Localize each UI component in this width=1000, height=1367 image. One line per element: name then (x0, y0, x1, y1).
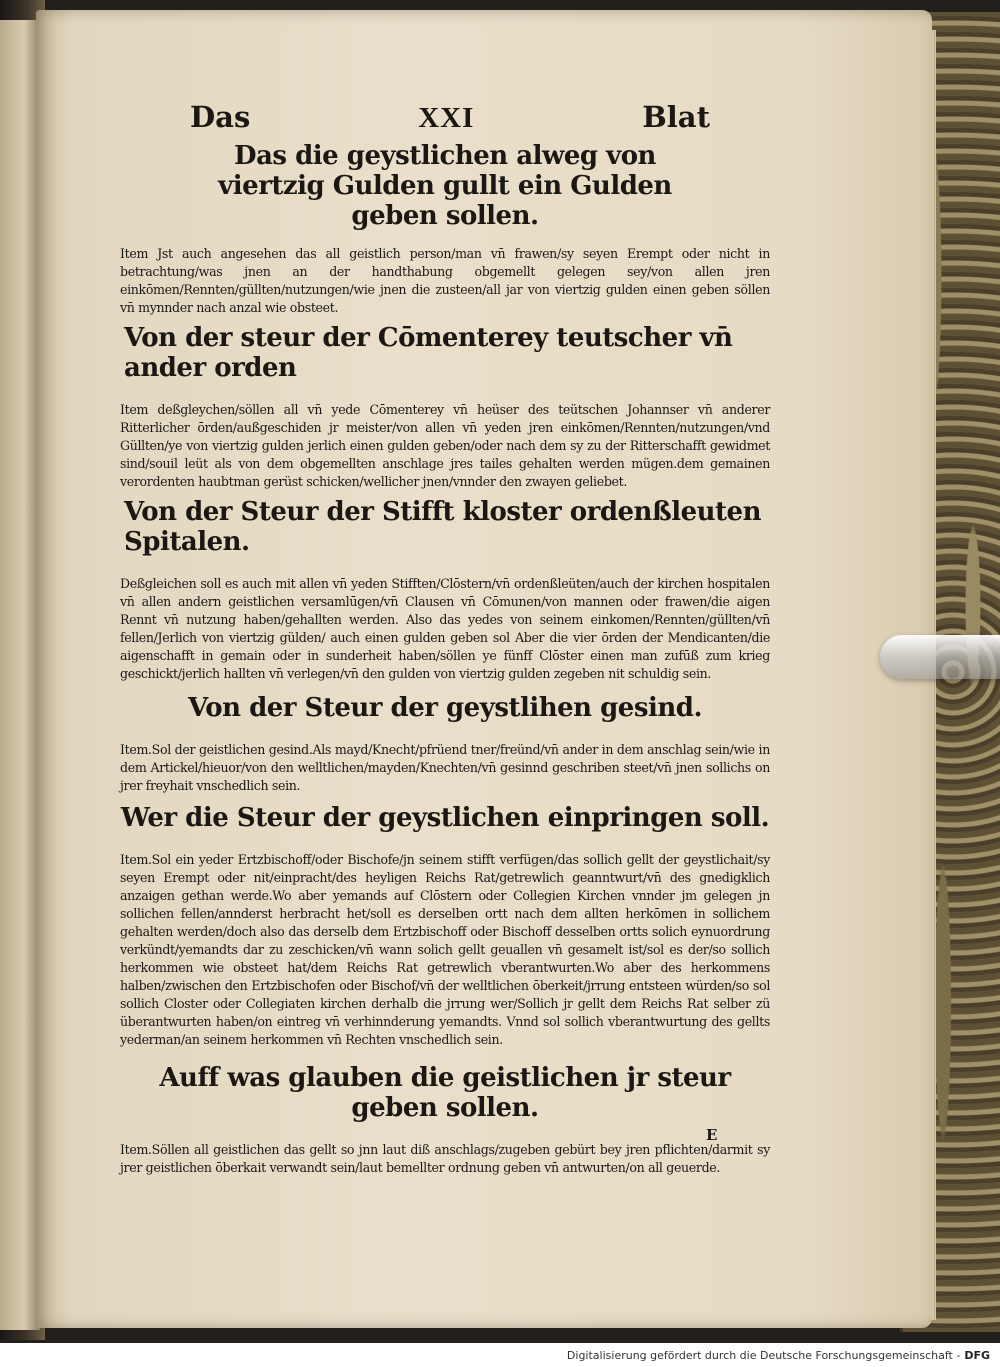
section-title-5: Wer die Steur der geystlichen einpringen soll. (120, 803, 770, 833)
section-title-4: Von der Steur der geystlihen gesind. (187, 693, 702, 723)
running-head-right: Blat (642, 100, 710, 134)
section-title-3: Von der Steur der Stifft kloster ordenßleuten Spitalen. (124, 497, 761, 557)
signature-mark: E (706, 1126, 718, 1144)
section-body-6: Item.Söllen all geistlichen das gellt so jnn laut diß anschlags/zugeben gebürt bey jren pflichten/darmit sy jrer geistlichen ōberkait verwandt sein/laut bemellter ordnung geben vn̄ antwurten/on all geuerde. (120, 1142, 770, 1175)
section-body-3: Deßgleichen soll es auch mit allen vn̄ yeden Stifften/Clōstern/vn̄ ordenßleüten/auch der kirchen hospitalen vn̄ allen andern geistlichen versamlūgen/vn̄ Clausen vn̄ Cōmunen/von mannen oder frawen/die aigen Rennt vn̄ nutzung haben/gehallten werden. Also das yedes von seinem einkomen/Rennten/güllten/vn̄ fellen/Jerlich von viertzig gülden/ auch einen gulden geben sol Aber die vier ōrden der Mendicanten/die aigenschafft in gemain oder in sunderheit haben/söllen ye fünff Clōster einen man zufūß zum krieg geschickt/jerlich hallten vn̄ verlegen/vn̄ den gulden von viertzig gulden zegeben nit schuldig sein. (120, 576, 770, 681)
section-title-6: Auff was glauben die geistlichen jr steur geben sollen. (159, 1063, 731, 1123)
running-head-left: Das (190, 100, 251, 134)
glass-weight (880, 635, 1000, 679)
running-head (120, 100, 770, 135)
page-content (120, 100, 770, 1177)
folio-number: XXI (418, 102, 475, 134)
section-title-1: Das die geystlichen alweg von viertzig Gulden gullt ein Gulden geben sollen. (218, 141, 672, 231)
facing-page-edge (0, 20, 40, 1330)
dfg-logo: DFG (964, 1348, 990, 1362)
digitization-footer (0, 1343, 1000, 1367)
section-body-2: Item deßgleychen/söllen all vn̄ yede Cōmenterey vn̄ heüser des teütschen Johannser vn̄ anderer Ritterlicher ōrden/außgeschiden jr meister/von allen vn̄ yeden jren einkōmen/Rennten/nutzungen/vnd Güllten/ye von viertzig gulden jerlich einen gulden geben/oder nach dem sy zu der Ritterschafft gewidmet sind/souil leüt als von dem obgemellten anschlage jres tailes gehalten werden mügen.dem gemainen verordenten haubtman gerüst schicken/wellicher jnen/vnnder den zwayen geliebet. (120, 402, 770, 489)
section-title-2: Von der steur der Cōmenterey teutscher vn̄ ander orden (124, 323, 733, 383)
section-body-5: Item.Sol ein yeder Ertzbischoff/oder Bischofe/jn seinem stifft verfügen/das sollich gellt der geystlichait/sy seyen Erempt oder nit/einpracht/des heyligen Reichs Rat/getrewlich geanntwurt/vn̄ des gnedigklich anzaigen gethan werde.Wo aber yemands auf Clōstern oder Collegien Kirchen vnnder jm gelegen jn sollichen fellen/annderst herbracht het/soll es derselben ortt nach dem allten herkōmen in sollichem gehalten werden/doch also das derselb dem Ertzbischoff oder Bischoff desselben ortts solich eynuordrung verkündt/yemandts dar zu zeschicken/vn̄ wann solich gellt geuallen vn̄ gesamelt ist/sol es der/so sollich herkommen wie obsteet hat/dem Reichs Rat getrewlich vberantwurten.Wo aber des herkommens halben/zwischen den Ertzbischofen oder Bischof/vn̄ der welltlichen ōberkeit/jrrung entsteen würden/so sol sollich Closter oder Collegiaten kirchen derhalb die jrrung wer/Sollich jr gellt dem Reichs Rat selber zü überantwurten haben/on eintreg vn̄ verhinnderung yemandts. Vnnd sol sollich vberantwurtung des gellts yederman/an seinem herkommen vn̄ Rechten vnschedlich sein. (120, 852, 770, 1047)
section-body-1: Item Jst auch angesehen das all geistlich person/man vn̄ frawen/sy seyen Erempt oder nicht in betrachtung/was jnen an der handthabung obgemellt gelegen sey/von allen jren einkōmen/Rennten/güllten/nutzungen/wie jnen die zusteen/all jar von viertzig gulden einen geben söllen vn̄ mynnder nach anzal wie obsteet. (120, 246, 770, 315)
section-body-4: Item.Sol der geistlichen gesind.Als mayd/Knecht/pfrüend tner/freünd/vn̄ ander in dem anschlag sein/wie in dem Artickel/hieuor/von den welltlichen/mayden/Knechten/vn̄ gesinnd geschriben steet/vn̄ jnen sollichs on jrer freyhait vnschedlich sein. (120, 742, 770, 793)
footer-text: Digitalisierung gefördert durch die Deutsche Forschungsgemeinschaft - (566, 1348, 961, 1362)
